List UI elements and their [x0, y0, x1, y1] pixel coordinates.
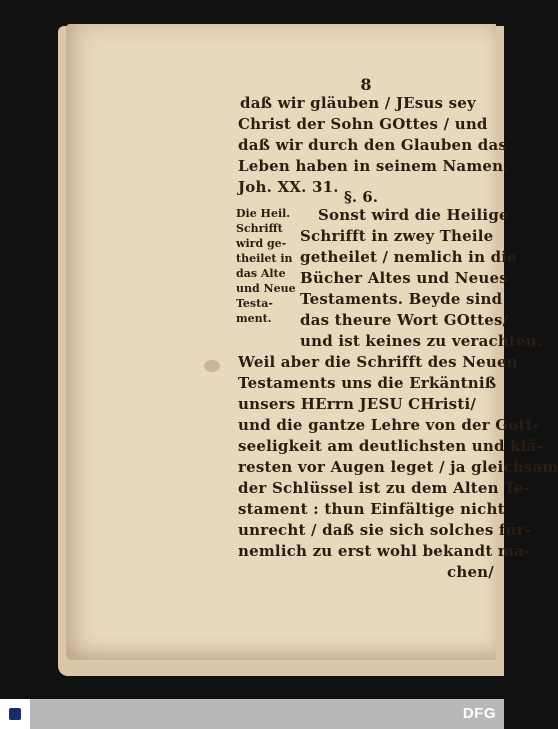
page-number — [326, 75, 406, 94]
page-number-text: 8 — [360, 75, 372, 94]
text-line: resten vor Augen leget / ja gleichsam — [238, 458, 558, 476]
sidenote-line: wird ge- — [236, 237, 287, 250]
text-line: getheilet / nemlich in die — [300, 248, 517, 266]
text-line: Christ der Sohn GOttes / und — [238, 115, 488, 133]
section-heading: §. 6. — [344, 188, 378, 206]
text-line: Testaments uns die Erkäntniß — [238, 374, 497, 392]
sidenote-line: ment. — [236, 312, 272, 325]
text-line: Testaments. Beyde sind — [300, 290, 503, 308]
paper-stain — [204, 360, 220, 372]
text-line: Schrifft in zwey Theile — [300, 227, 494, 245]
sidenote-line: Schrifft — [236, 222, 283, 235]
text-line: Leben haben in seinem Namen. — [238, 157, 509, 175]
dfg-logo: DFG — [462, 705, 496, 722]
sidenote-line: und Neue — [236, 282, 296, 295]
text-line: chen/ — [447, 563, 494, 581]
text-line: daß wir gläuben / JEsus sey — [240, 94, 476, 112]
text-line: das theure Wort GOttes/ — [300, 311, 509, 329]
text-line: stament : thun Einfältige nicht — [238, 500, 505, 518]
sidenote-line: Die Heil. — [236, 207, 291, 220]
text-line: unrecht / daß sie sich solches für- — [238, 521, 532, 539]
text-line: und ist keines zu verachten. — [300, 332, 543, 350]
sidenote-line: Testa- — [236, 297, 273, 310]
text-line: Weil aber die Schrifft des Neuen — [238, 353, 518, 371]
text-line: Sonst wird die Heilige — [318, 206, 509, 224]
sidenote-line: theilet in — [236, 252, 293, 265]
text-line: der Schlüssel ist zu dem Alten Te- — [238, 479, 530, 497]
text-line: Bücher Altes und Neues — [300, 269, 508, 287]
text-line: und die gantze Lehre von der Gott- — [238, 416, 540, 434]
text-line: daß wir durch den Glauben das — [238, 136, 508, 154]
sidenote-line: das Alte — [236, 267, 286, 280]
library-logo-icon — [9, 708, 21, 720]
text-line: seeligkeit am deutlichsten und klä- — [238, 437, 543, 455]
footer-bar — [0, 699, 504, 729]
text-line: nemlich zu erst wohl bekandt ma- — [238, 542, 531, 560]
text-line: Joh. XX. 31. — [238, 178, 339, 196]
library-logo — [0, 699, 30, 729]
text-line: unsers HErrn JESU CHristi/ — [238, 395, 477, 413]
